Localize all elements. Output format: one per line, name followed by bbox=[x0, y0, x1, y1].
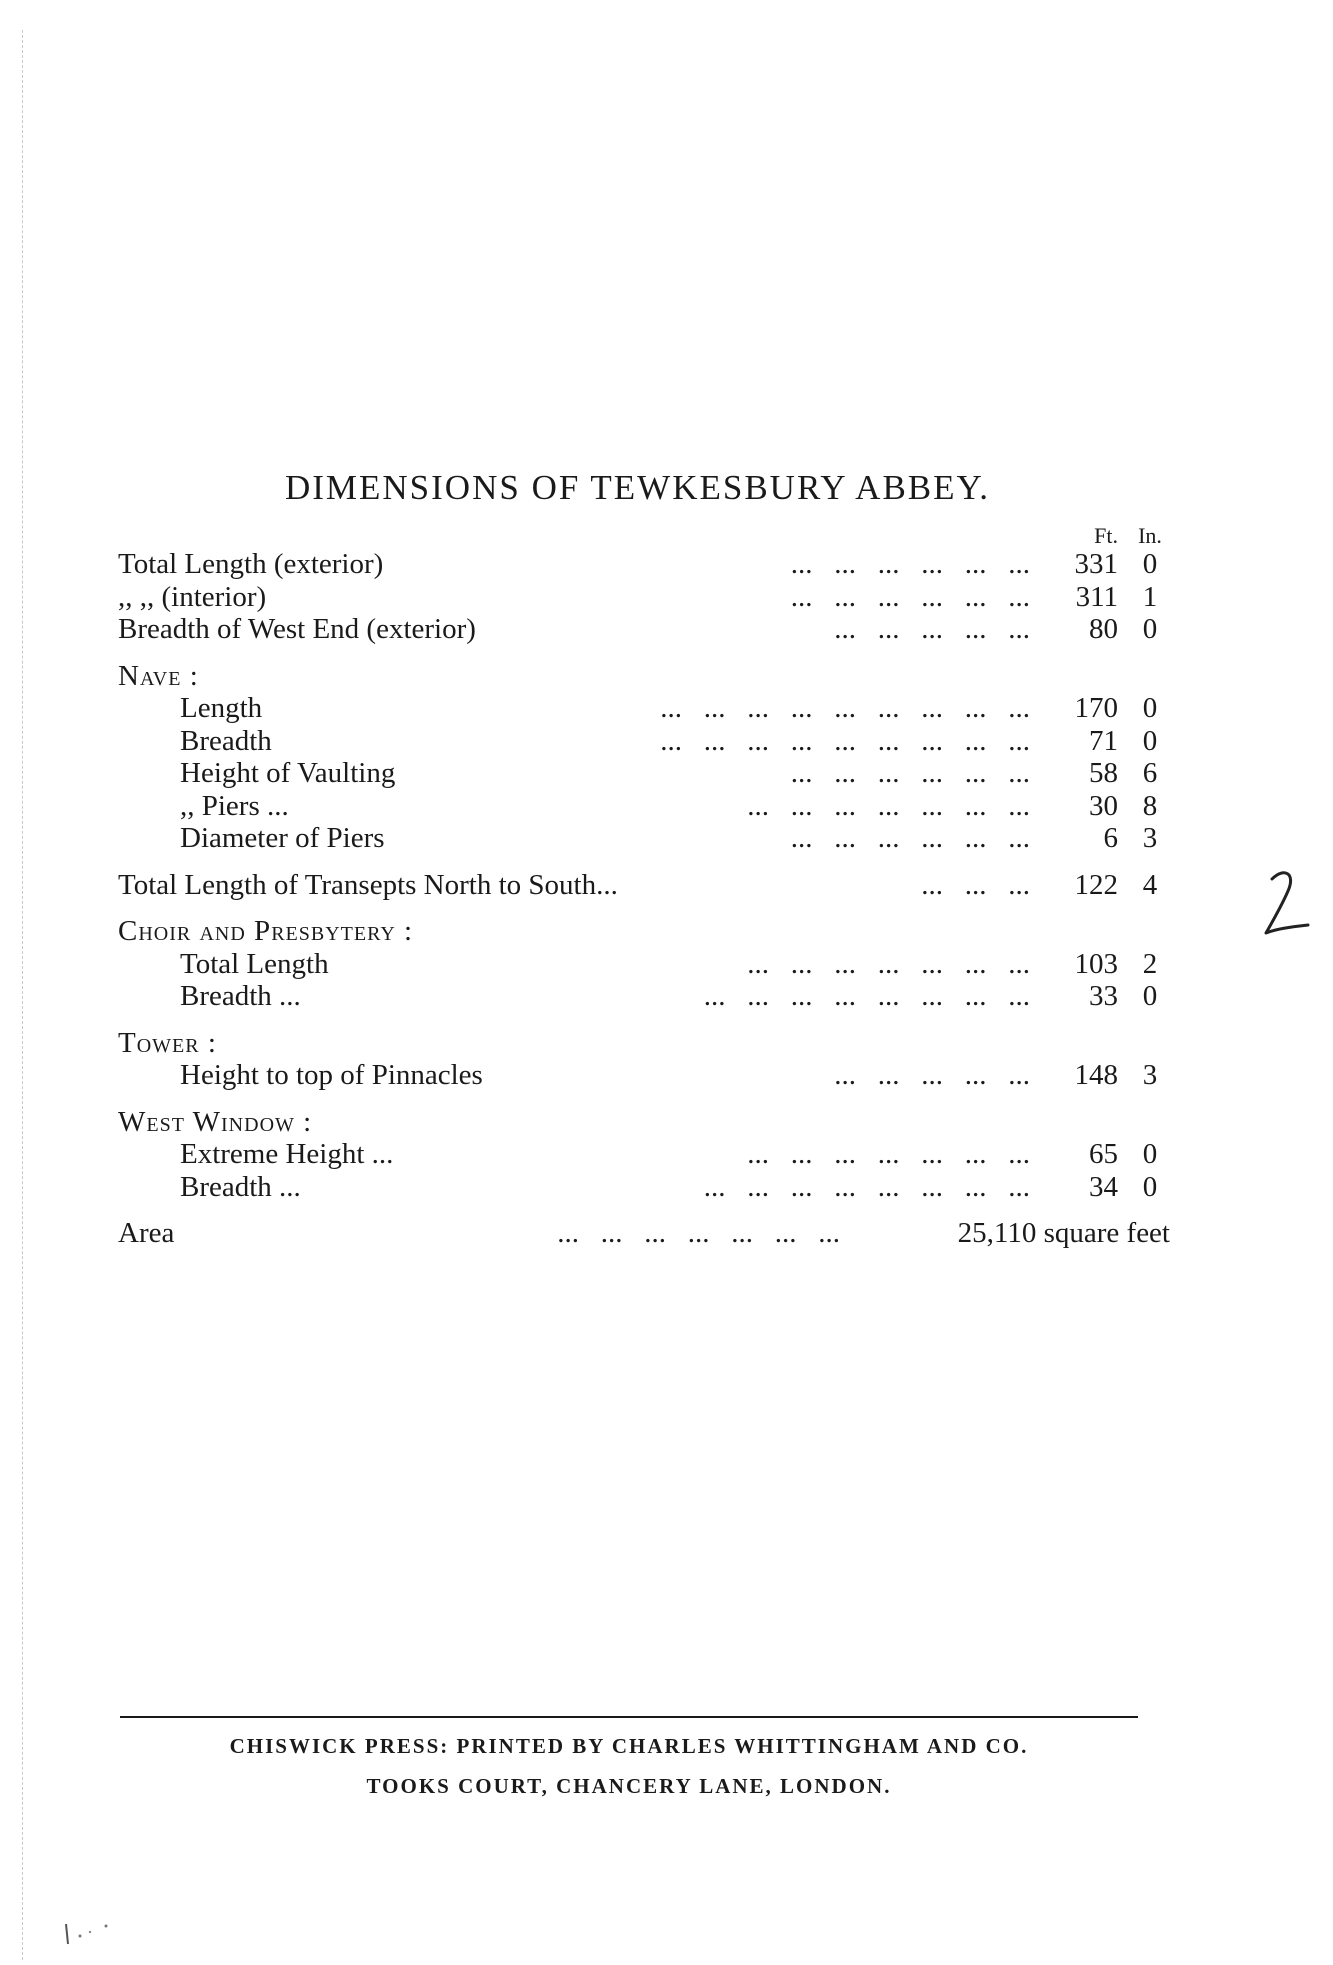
leader-dots: ... ... ... bbox=[921, 868, 1030, 901]
dimension-row bbox=[118, 869, 1170, 902]
inches-value: 0 bbox=[1142, 980, 1158, 1012]
section-heading-row bbox=[118, 660, 1170, 693]
dimension-label: Extreme Height ... bbox=[180, 1138, 394, 1170]
dimension-row bbox=[118, 1138, 1170, 1171]
dimension-label: Breadth ... bbox=[180, 980, 301, 1012]
dimension-row bbox=[118, 1059, 1170, 1092]
feet-value: 331 bbox=[1074, 548, 1118, 580]
section-heading: Tower : bbox=[118, 1026, 217, 1059]
feet-value: 65 bbox=[1089, 1138, 1118, 1170]
scan-edge-line bbox=[22, 30, 23, 1960]
feet-value: 71 bbox=[1089, 724, 1118, 757]
scan-specks bbox=[60, 1918, 140, 1948]
leader-dots: ... ... ... ... ... ... ... ... ... bbox=[660, 724, 1030, 757]
leader-dots: ... ... ... ... ... ... bbox=[790, 757, 1030, 789]
feet-value: 122 bbox=[1074, 868, 1118, 901]
leader-dots: ... ... ... ... ... ... bbox=[790, 548, 1030, 580]
leader-dots: ... ... ... ... ... bbox=[834, 613, 1030, 645]
imprint-line-1: CHISWICK PRESS: PRINTED BY CHARLES WHITTINGHAM AND CO. bbox=[229, 1734, 1029, 1758]
leader-dots: ... ... ... ... ... ... bbox=[790, 822, 1030, 854]
column-header-in: In. bbox=[1138, 523, 1162, 548]
feet-value: 34 bbox=[1089, 1170, 1118, 1203]
inches-value: 1 bbox=[1142, 580, 1158, 613]
dimension-row bbox=[118, 980, 1170, 1013]
inches-value: 0 bbox=[1142, 548, 1158, 580]
dimension-row bbox=[118, 948, 1170, 981]
inches-value: 8 bbox=[1142, 789, 1158, 822]
leader-dots: ... ... ... ... ... ... ... bbox=[747, 947, 1030, 980]
dimension-row bbox=[118, 790, 1170, 823]
feet-value: 170 bbox=[1074, 692, 1118, 724]
dimension-label: Height to top of Pinnacles bbox=[180, 1059, 483, 1091]
dimension-row bbox=[118, 1171, 1170, 1204]
dimension-row bbox=[118, 757, 1170, 790]
leader-dots: ... ... ... ... ... ... ... ... ... bbox=[660, 692, 1030, 724]
dimension-label: Breadth of West End (exterior) bbox=[118, 613, 476, 645]
inches-value: 4 bbox=[1142, 868, 1158, 901]
feet-value: 58 bbox=[1089, 757, 1118, 789]
inches-value: 0 bbox=[1142, 613, 1158, 645]
area-value: 25,110 square feet bbox=[957, 1217, 1170, 1249]
feet-value: 148 bbox=[1074, 1059, 1118, 1091]
inches-value: 0 bbox=[1142, 1138, 1158, 1170]
dimension-label: Total Length bbox=[180, 947, 329, 980]
dimension-row bbox=[118, 1217, 1170, 1250]
page-title: DIMENSIONS OF TEWKESBURY ABBEY. bbox=[284, 468, 991, 507]
dimension-label: Total Length (exterior) bbox=[118, 548, 384, 580]
section-heading-row bbox=[118, 915, 1170, 948]
section-heading-row bbox=[118, 1027, 1170, 1060]
dimension-row bbox=[118, 692, 1170, 725]
dimension-label: Length bbox=[180, 692, 263, 724]
handwritten-page-number bbox=[1262, 865, 1312, 945]
inches-value: 0 bbox=[1142, 724, 1158, 757]
inches-value: 3 bbox=[1142, 1059, 1158, 1091]
leader-dots: ... ... ... ... ... ... ... bbox=[747, 1138, 1030, 1170]
inches-value: 2 bbox=[1142, 947, 1158, 980]
leader-dots: ... ... ... ... ... ... ... ... bbox=[703, 980, 1030, 1012]
inches-value: 0 bbox=[1142, 1170, 1158, 1203]
column-header-ft: Ft. bbox=[1094, 523, 1118, 548]
leader-dots: ... ... ... ... ... ... bbox=[790, 580, 1030, 613]
leader-dots: ... ... ... ... ... ... ... ... bbox=[703, 1170, 1030, 1203]
imprint-line-2: TOOKS COURT, CHANCERY LANE, LONDON. bbox=[366, 1774, 892, 1798]
dimension-row bbox=[118, 581, 1170, 614]
footer-rule bbox=[120, 1716, 1138, 1718]
feet-value: 311 bbox=[1075, 580, 1118, 613]
section-heading: West Window : bbox=[118, 1105, 313, 1138]
inches-value: 3 bbox=[1142, 822, 1158, 854]
dimensions-table bbox=[118, 520, 1170, 1250]
dimension-row bbox=[118, 548, 1170, 581]
feet-value: 80 bbox=[1089, 613, 1118, 645]
dimension-label: Diameter of Piers bbox=[180, 822, 385, 854]
leader-dots: ... ... ... ... ... ... ... bbox=[747, 789, 1030, 822]
column-header-row bbox=[118, 520, 1170, 548]
dimension-label: Area bbox=[118, 1217, 175, 1249]
dimension-label: ,, Piers ... bbox=[180, 789, 289, 822]
dimension-label: Breadth bbox=[180, 724, 272, 757]
dimension-row bbox=[118, 725, 1170, 758]
leader-dots: ... ... ... ... ... ... ... bbox=[557, 1217, 840, 1249]
dimension-label: Breadth ... bbox=[180, 1170, 301, 1203]
inches-value: 0 bbox=[1142, 692, 1158, 724]
feet-value: 103 bbox=[1074, 947, 1118, 980]
section-heading-row bbox=[118, 1106, 1170, 1139]
dimension-row bbox=[118, 613, 1170, 646]
leader-dots: ... ... ... ... ... bbox=[834, 1059, 1030, 1091]
section-heading: Choir and Presbytery : bbox=[118, 915, 414, 947]
dimension-row bbox=[118, 822, 1170, 855]
section-heading: Nave : bbox=[118, 659, 199, 692]
feet-value: 30 bbox=[1089, 789, 1118, 822]
feet-value: 6 bbox=[1103, 822, 1118, 854]
dimension-label: Height of Vaulting bbox=[180, 757, 396, 789]
inches-value: 6 bbox=[1142, 757, 1158, 789]
dimension-label: Total Length of Transepts North to South... bbox=[118, 868, 618, 901]
feet-value: 33 bbox=[1089, 980, 1118, 1012]
dimension-label: ,, ,, (interior) bbox=[118, 580, 267, 613]
